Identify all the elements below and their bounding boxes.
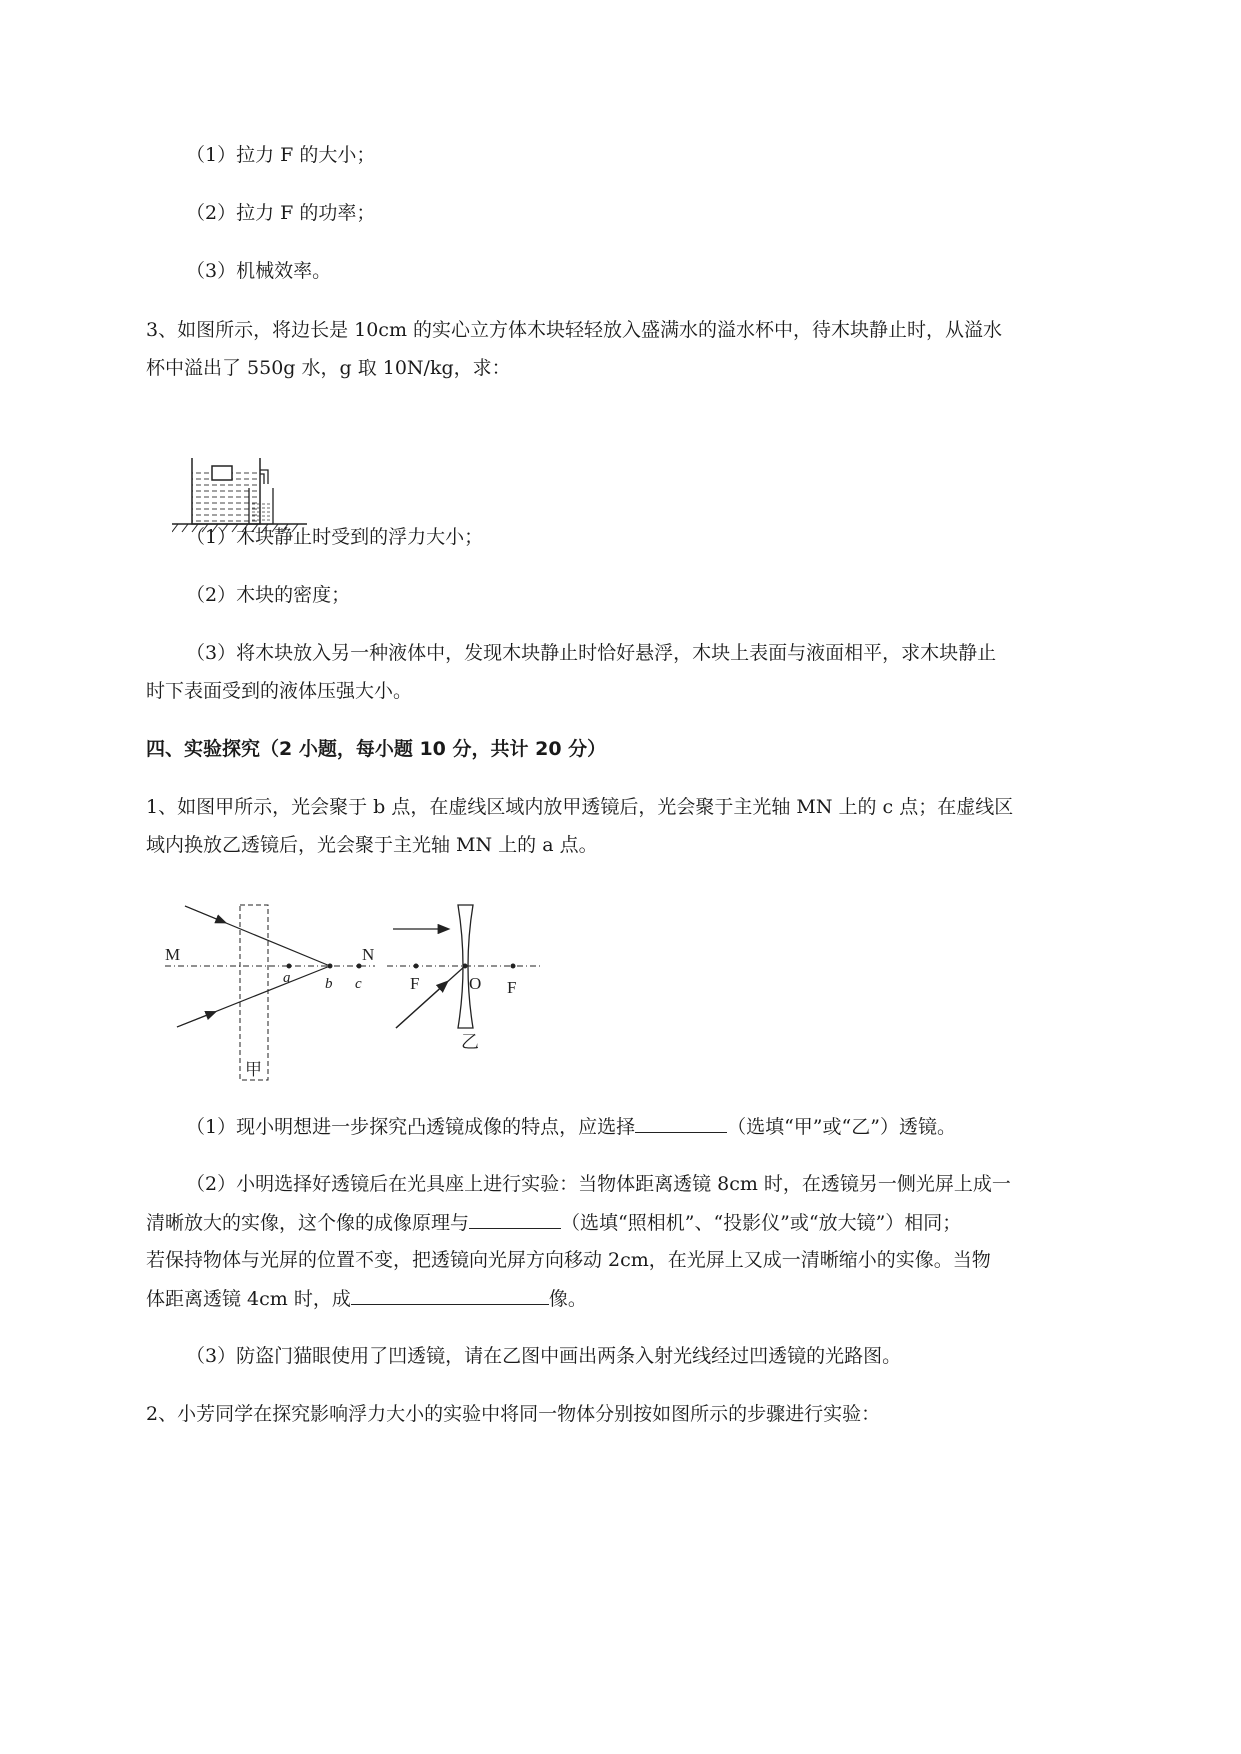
exp1-sub-1 xyxy=(186,1114,956,1139)
label-f-right: F xyxy=(507,978,517,997)
section-heading: 四、实验探究（2 小题，每小题 10 分，共计 20 分） xyxy=(146,738,607,760)
exp1-sub-2-line-2 xyxy=(146,1210,961,1235)
q3-sub-3-line-2: 时下表面受到的液体压强大小。 xyxy=(146,680,413,702)
exp1-sub-2-line-1: （2）小明选择好透镜后在光具座上进行实验：当物体距离透镜 8cm 时，在透镜另一侧光屏上成一 xyxy=(186,1173,1011,1195)
q3-line-1: 3、如图所示，将边长是 10cm 的实心立方体木块轻轻放入盛满水的溢水杯中，待木块静止时，从溢水 xyxy=(146,319,1003,341)
exp1-sub-3: （3）防盗门猫眼使用了凹透镜，请在乙图中画出两条入射光线经过凹透镜的光路图。 xyxy=(186,1345,902,1367)
exp1-sub-2-line-4-tail: 像。 xyxy=(548,1288,587,1310)
label-m: M xyxy=(165,945,181,964)
exp1-sub-2-line-4-text: 体距离透镜 4cm 时，成 xyxy=(146,1288,351,1310)
exp1-sub-1-text: （1）现小明想进一步探究凸透镜成像的特点，应选择 xyxy=(186,1116,636,1138)
q3-sub-1: （1）木块静止时受到的浮力大小； xyxy=(186,526,484,548)
q3-sub-3-line-1: （3）将木块放入另一种液体中，发现木块静止时恰好悬浮，木块上表面与液面相平，求木块静止 xyxy=(186,642,997,664)
exp1-sub-2-tail: （选填“照相机”、“投影仪”或“放大镜”）相同； xyxy=(561,1212,962,1234)
label-c: c xyxy=(355,976,362,992)
label-o: O xyxy=(469,974,482,993)
exp1-line-2: 域内换放乙透镜后，光会聚于主光轴 MN 上的 a 点。 xyxy=(146,834,598,856)
answer-blank-2[interactable] xyxy=(469,1210,561,1229)
exp2-line-1: 2、小芳同学在探究影响浮力大小的实验中将同一物体分别按如图所示的步骤进行实验： xyxy=(146,1403,881,1425)
answer-blank-3[interactable] xyxy=(351,1286,549,1305)
answer-blank-1[interactable] xyxy=(635,1114,727,1133)
q3-line-2: 杯中溢出了 550g 水，g 取 10N/kg，求： xyxy=(146,357,511,379)
label-b: b xyxy=(325,976,333,992)
q2-sub-2: （2）拉力 F 的功率； xyxy=(186,202,376,224)
exp1-sub-2-text: 清晰放大的实像，这个像的成像原理与 xyxy=(146,1212,470,1234)
label-n: N xyxy=(362,945,375,964)
label-f-left: F xyxy=(410,974,420,993)
label-jia: 甲 xyxy=(245,1060,262,1079)
exp1-sub-2-line-3: 若保持物体与光屏的位置不变，把透镜向光屏方向移动 2cm，在光屏上又成一清晰缩小的实像。当物 xyxy=(146,1249,991,1271)
q2-sub-3: （3）机械效率。 xyxy=(186,260,332,282)
exp1-sub-2-line-4 xyxy=(146,1286,587,1311)
q2-sub-1: （1）拉力 F 的大小； xyxy=(186,144,376,166)
exp1-line-1: 1、如图甲所示，光会聚于 b 点，在虚线区域内放甲透镜后，光会聚于主光轴 MN 上的 c 点；在虚线区 xyxy=(146,796,1014,818)
label-yi: 乙 xyxy=(461,1032,479,1052)
exp1-sub-1-tail: （选填“甲”或“乙”）透镜。 xyxy=(727,1116,956,1138)
q3-sub-2: （2）木块的密度； xyxy=(186,584,351,606)
label-a: a xyxy=(283,970,291,986)
lens-figure xyxy=(165,898,565,1083)
